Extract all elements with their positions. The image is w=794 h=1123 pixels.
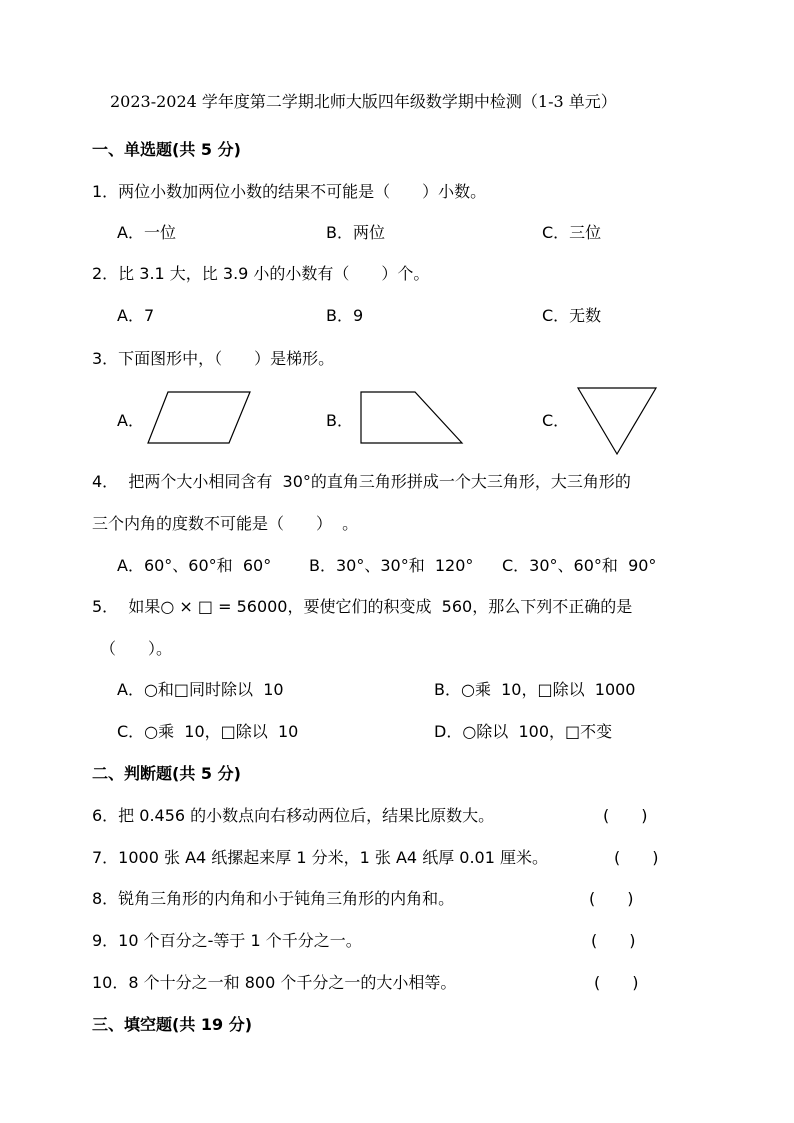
question-10-answer-paren[interactable]: ( )	[594, 973, 639, 992]
question-4-line-2: 三个内角的度数不可能是（ ） 。	[92, 514, 359, 533]
question-5-line-2: （ ）。	[100, 639, 173, 658]
question-2-option-c[interactable]: C．无数	[542, 306, 602, 325]
page-title: 2023-2024 学年度第二学期北师大版四年级数学期中检测（1-3 单元）	[110, 92, 617, 111]
question-3-option-b[interactable]: B．	[326, 411, 353, 430]
question-2-option-a[interactable]: A．7	[117, 306, 155, 325]
question-10-text: 10．8 个十分之一和 800 个千分之一的大小相等。	[92, 973, 457, 992]
question-8-answer-paren[interactable]: ( )	[589, 889, 634, 908]
question-3-stem: 3．下面图形中，（ ）是梯形。	[92, 349, 335, 368]
trapezoid-figure	[359, 391, 465, 445]
question-5-option-a[interactable]: A．○和□同时除以 10	[117, 680, 284, 699]
question-5-option-c[interactable]: C．○乘 10，□除以 10	[117, 722, 299, 741]
question-2-option-b[interactable]: B．9	[326, 306, 364, 325]
question-4-line-1: 4． 把两个大小相同含有 30°的直角三角形拼成一个大三角形，大三角形的	[92, 472, 631, 491]
question-3-option-a[interactable]: A．	[117, 411, 144, 430]
question-1-option-c[interactable]: C．三位	[542, 223, 602, 242]
question-9-answer-paren[interactable]: ( )	[591, 931, 636, 950]
question-1-option-b[interactable]: B．两位	[326, 223, 385, 242]
triangle-figure	[576, 387, 658, 457]
question-1-option-a[interactable]: A．一位	[117, 223, 176, 242]
question-4-option-a[interactable]: A．60°、60°和 60°	[117, 556, 272, 575]
question-7-answer-paren[interactable]: ( )	[614, 848, 659, 867]
question-6-text: 6．把 0.456 的小数点向右移动两位后，结果比原数大。	[92, 806, 495, 825]
question-5-option-b[interactable]: B．○乘 10，□除以 1000	[434, 680, 636, 699]
question-4-option-b[interactable]: B．30°、30°和 120°	[309, 556, 474, 575]
question-3-option-c[interactable]: C．	[542, 411, 570, 430]
question-4-option-c[interactable]: C．30°、60°和 90°	[502, 556, 657, 575]
parallelogram-figure	[146, 391, 252, 445]
question-5-line-1: 5． 如果○ × □ = 56000，要使它们的积变成 560，那么下列不正确的是	[92, 597, 633, 616]
question-5-option-d[interactable]: D．○除以 100，□不变	[434, 722, 613, 741]
question-6-answer-paren[interactable]: ( )	[603, 806, 648, 825]
question-9-text: 9．10 个百分之-等于 1 个千分之一。	[92, 931, 362, 950]
question-1-stem: 1．两位小数加两位小数的结果不可能是（ ）小数。	[92, 182, 487, 201]
question-2-stem: 2．比 3.1 大，比 3.9 小的小数有（ ）个。	[92, 264, 430, 283]
section-heading-single-choice: 一、单选题(共 5 分)	[92, 140, 241, 159]
question-7-text: 7．1000 张 A4 纸摞起来厚 1 分米，1 张 A4 纸厚 0.01 厘米。	[92, 848, 548, 867]
section-heading-true-false: 二、判断题(共 5 分)	[92, 764, 241, 783]
question-8-text: 8．锐角三角形的内角和小于钝角三角形的内角和。	[92, 889, 455, 908]
section-heading-fill-blank: 三、填空题(共 19 分)	[92, 1015, 253, 1034]
